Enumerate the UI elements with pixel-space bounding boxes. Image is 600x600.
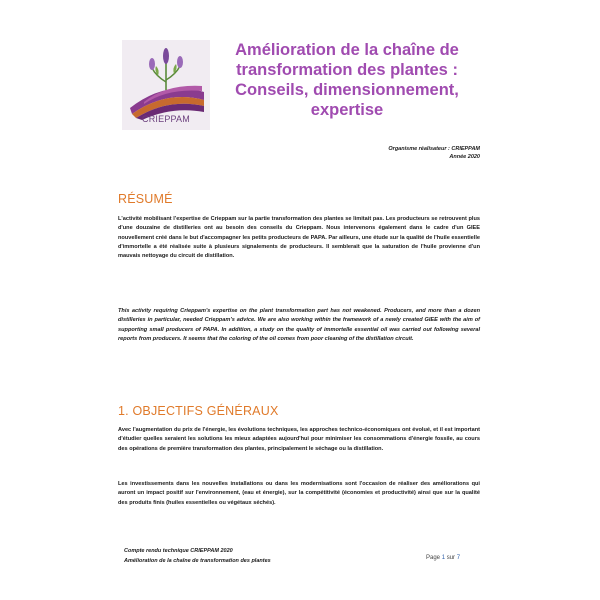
objectifs-paragraph-2: Les investissements dans les nouvelles installations ou dans les modernisations sont l'occasion de réaliser des améliorations qui auront un impact positif sur l'environnement, (eau et énergie), sur la compétitivité (économies et productivité) ainsi que sur la qualité des produits finis (huiles essentielles ou végétaux séchés). bbox=[118, 481, 480, 506]
organization-block bbox=[250, 145, 480, 161]
objectifs-heading: 1. OBJECTIFS GÉNÉRAUX bbox=[118, 404, 279, 418]
resume-english-paragraph: This activity requiring Crieppam's expertise on the plant transformation part has not weakened. Producers, and more than a dozen distilleries in particular, needed Crieppam's advice. We are also working within the framework of a newly created GIEE with the aim of supporting small producers of PAPA. In addition, a study on the quality of immortelle essential oil was carried out following several reports from producers. It seems that the coloring of the oil comes from poor cleaning of the distillation circuit. bbox=[118, 308, 480, 342]
document-title: Amélioration de la chaîne de transformation des plantes : Conseils, dimensionnement, expertise bbox=[235, 41, 459, 119]
page-separator: sur bbox=[446, 555, 456, 561]
logo-text: CRIEPPAM bbox=[142, 114, 190, 124]
footer-subject-line: Amélioration de la chaîne de transformation des plantes bbox=[124, 558, 271, 564]
resume-heading: RÉSUMÉ bbox=[118, 192, 173, 206]
page-total: 7 bbox=[456, 555, 461, 561]
crieppam-logo bbox=[122, 40, 210, 130]
page-prefix: Page bbox=[426, 555, 441, 561]
organization-line: Organisme réalisateur : CRIEPPAM bbox=[388, 146, 480, 152]
year-line: Année 2020 bbox=[449, 154, 480, 160]
page-current: 1 bbox=[441, 555, 446, 561]
footer-report-line: Compte rendu technique CRIEPPAM 2020 bbox=[124, 548, 233, 554]
objectifs-paragraph-1: Avec l'augmentation du prix de l'énergie, les évolutions techniques, les approches technico-économiques ont évolué, et il est important d'étudier quelles seraient les solutions les mieux adaptées aujourd'hui pour minimiser les consommations d'énergie fossile, au cours des opérations de première transformation des plantes, principalement le séchage ou la distillation. bbox=[118, 427, 480, 452]
footer-left bbox=[124, 546, 374, 566]
resume-french-paragraph: L'activité mobilisant l'expertise de Crieppam sur la partie transformation des plantes se limitait pas. Les producteurs se retrouvent plus d'une douzaine de distilleries ont au besoin des conseils du Crieppam. Nous intervenons également dans le cadre d'un GIEE nouvellement créé dans le but d'accompagner les petits producteurs de PAPA. Par ailleurs, une étude sur la qualité de l'huile essentielle d'immortelle a été réalisée suite à plusieurs signalements de producteurs. Il semblerait que la saturation de l'huile provienne d'un mauvais nettoyage du circuit de distillation. bbox=[118, 216, 480, 260]
page-indicator bbox=[426, 555, 460, 561]
